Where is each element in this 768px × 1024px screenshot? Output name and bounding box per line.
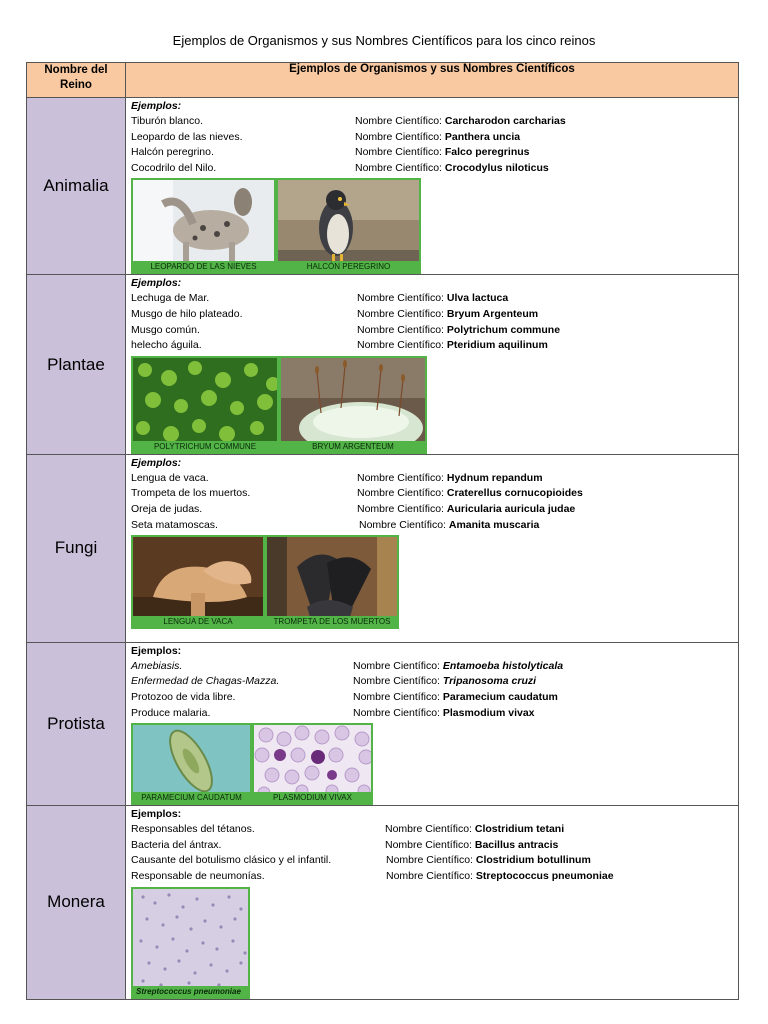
list-item <box>131 869 733 885</box>
list-item <box>131 471 733 487</box>
kingdom-name: Plantae <box>27 275 126 454</box>
common-name: Responsables del tétanos. <box>131 823 255 836</box>
photo-caption: POLYTRICHUM COMMUNE <box>133 441 277 452</box>
examples-cell <box>126 454 739 642</box>
kingdom-name: Monera <box>27 806 126 999</box>
list-item <box>131 853 733 869</box>
table-row-monera <box>27 806 739 999</box>
black-trumpet-photo <box>265 535 399 629</box>
scientific-name: Nombre Científico: Bacillus antracis <box>385 838 559 851</box>
scientific-name: Nombre Científico: Tripanosoma cruzi <box>353 675 537 688</box>
list-item <box>131 130 733 146</box>
photo-caption: LENGUA DE VACA <box>133 616 263 627</box>
photo-caption: HALCÓN PEREGRINO <box>278 261 419 272</box>
scientific-name: Nombre Científico: Pteridium aquilinum <box>357 339 548 352</box>
common-name: Trompeta de los muertos. <box>131 487 251 500</box>
list-item <box>131 822 733 838</box>
common-name: Bacteria del ántrax. <box>131 838 222 851</box>
common-name: Oreja de judas. <box>131 502 203 515</box>
examples-cell <box>126 275 739 454</box>
hedgehog-mushroom-photo <box>131 535 265 629</box>
list-item <box>131 502 733 518</box>
scientific-name: Nombre Científico: Panthera uncia <box>355 130 521 143</box>
list-item <box>131 307 733 323</box>
list-item <box>131 659 733 675</box>
table-row-plantae <box>27 275 739 454</box>
list-item <box>131 338 733 354</box>
scientific-name: Nombre Científico: Auricularia auricula judae <box>357 502 576 515</box>
kingdom-name: Fungi <box>27 454 126 642</box>
common-name: Lengua de vaca. <box>131 471 209 484</box>
photo-caption: PLASMODIUM VIVAX <box>254 792 371 803</box>
kingdom-name: Protista <box>27 642 126 805</box>
common-name: Musgo de hilo plateado. <box>131 307 243 320</box>
examples-label: Ejemplos: <box>131 100 182 112</box>
photo-caption: TROMPETA DE LOS MUERTOS <box>267 616 397 627</box>
table-header-row <box>27 63 739 98</box>
scientific-name: Nombre Científico: Clostridium botullinum <box>386 854 591 867</box>
kingdoms-table <box>26 62 739 1000</box>
scientific-name: Nombre Científico: Polytrichum commune <box>357 323 561 336</box>
paramecium-photo <box>131 723 252 805</box>
scientific-name: Nombre Científico: Crocodylus niloticus <box>355 161 549 174</box>
common-name: Responsable de neumonías. <box>131 869 265 882</box>
document-title: Ejemplos de Organismos y sus Nombres Científicos para los cinco reinos <box>172 33 596 48</box>
common-name: Seta matamoscas. <box>131 518 218 531</box>
table-row-protista <box>27 642 739 805</box>
scientific-name: Nombre Científico: Falco peregrinus <box>355 146 530 159</box>
list-item <box>131 674 733 690</box>
list-item <box>131 323 733 339</box>
scientific-name: Nombre Científico: Hydnum repandum <box>357 471 543 484</box>
examples-label: Ejemplos: <box>131 456 182 469</box>
common-name: Amebiasis. <box>131 659 183 672</box>
list-item <box>131 690 733 706</box>
scientific-name: Nombre Científico: Clostridium tetani <box>385 823 565 836</box>
list-item <box>131 161 733 177</box>
table-row-fungi <box>27 454 739 642</box>
scientific-name: Nombre Científico: Ulva lactuca <box>357 292 509 305</box>
list-item <box>131 291 733 307</box>
blood-smear-photo <box>252 723 373 805</box>
moss-photo <box>131 356 279 454</box>
peregrine-falcon-photo <box>276 178 421 274</box>
header-examples: Ejemplos de Organismos y sus Nombres Científicos <box>126 63 739 98</box>
examples-cell <box>126 98 739 275</box>
examples-cell <box>126 642 739 805</box>
common-name: Cocodrilo del Nilo. <box>131 161 217 174</box>
examples-cell <box>126 806 739 999</box>
list-item <box>131 486 733 502</box>
common-name: Halcón peregrino. <box>131 146 214 159</box>
photo-caption: Streptococcus pneumoniae <box>133 986 248 997</box>
common-name: Produce malaria. <box>131 706 211 719</box>
table-row-animalia <box>27 98 739 275</box>
photo-caption: PARAMECIUM CAUDATUM <box>133 792 250 803</box>
list-item <box>131 145 733 161</box>
scientific-name: Nombre Científico: Streptococcus pneumoniae <box>386 869 614 882</box>
photo-caption: LEOPARDO DE LAS NIEVES <box>133 261 274 272</box>
list-item <box>131 518 733 534</box>
header-kingdom-name: Nombre del Reino <box>27 63 126 98</box>
common-name: Causante del botulismo clásico y el infantil. <box>131 854 332 867</box>
scientific-name: Nombre Científico: Paramecium caudatum <box>353 690 558 703</box>
snow-leopard-photo <box>131 178 276 274</box>
common-name: Enfermedad de Chagas-Mazza. <box>131 675 280 688</box>
list-item <box>131 838 733 854</box>
bacteria-smear-photo <box>131 887 250 999</box>
examples-label: Ejemplos: <box>131 277 182 290</box>
scientific-name: Nombre Científico: Amanita muscaria <box>359 518 540 531</box>
scientific-name: Nombre Científico: Entamoeba histolyticala <box>353 659 564 672</box>
scientific-name: Nombre Científico: Craterellus cornucopioides <box>357 487 583 500</box>
photo-caption: BRYUM ARGENTEUM <box>281 441 425 452</box>
examples-label: Ejemplos: <box>131 644 182 657</box>
silver-moss-photo <box>279 356 427 454</box>
common-name: Tiburón blanco. <box>131 115 203 127</box>
common-name: Protozoo de vida libre. <box>131 690 236 703</box>
kingdom-name: Animalia <box>27 98 126 275</box>
scientific-name: Nombre Científico: Plasmodium vivax <box>353 706 535 719</box>
examples-label: Ejemplos: <box>131 808 182 821</box>
common-name: helecho águila. <box>131 339 202 352</box>
list-item <box>131 114 733 130</box>
common-name: Lechuga de Mar. <box>131 292 210 305</box>
scientific-name: Nombre Científico: Bryum Argenteum <box>357 307 539 320</box>
scientific-name: Nombre Científico: Carcharodon carcharias <box>355 115 566 127</box>
list-item <box>131 706 733 722</box>
common-name: Musgo común. <box>131 323 200 336</box>
common-name: Leopardo de las nieves. <box>131 130 243 143</box>
